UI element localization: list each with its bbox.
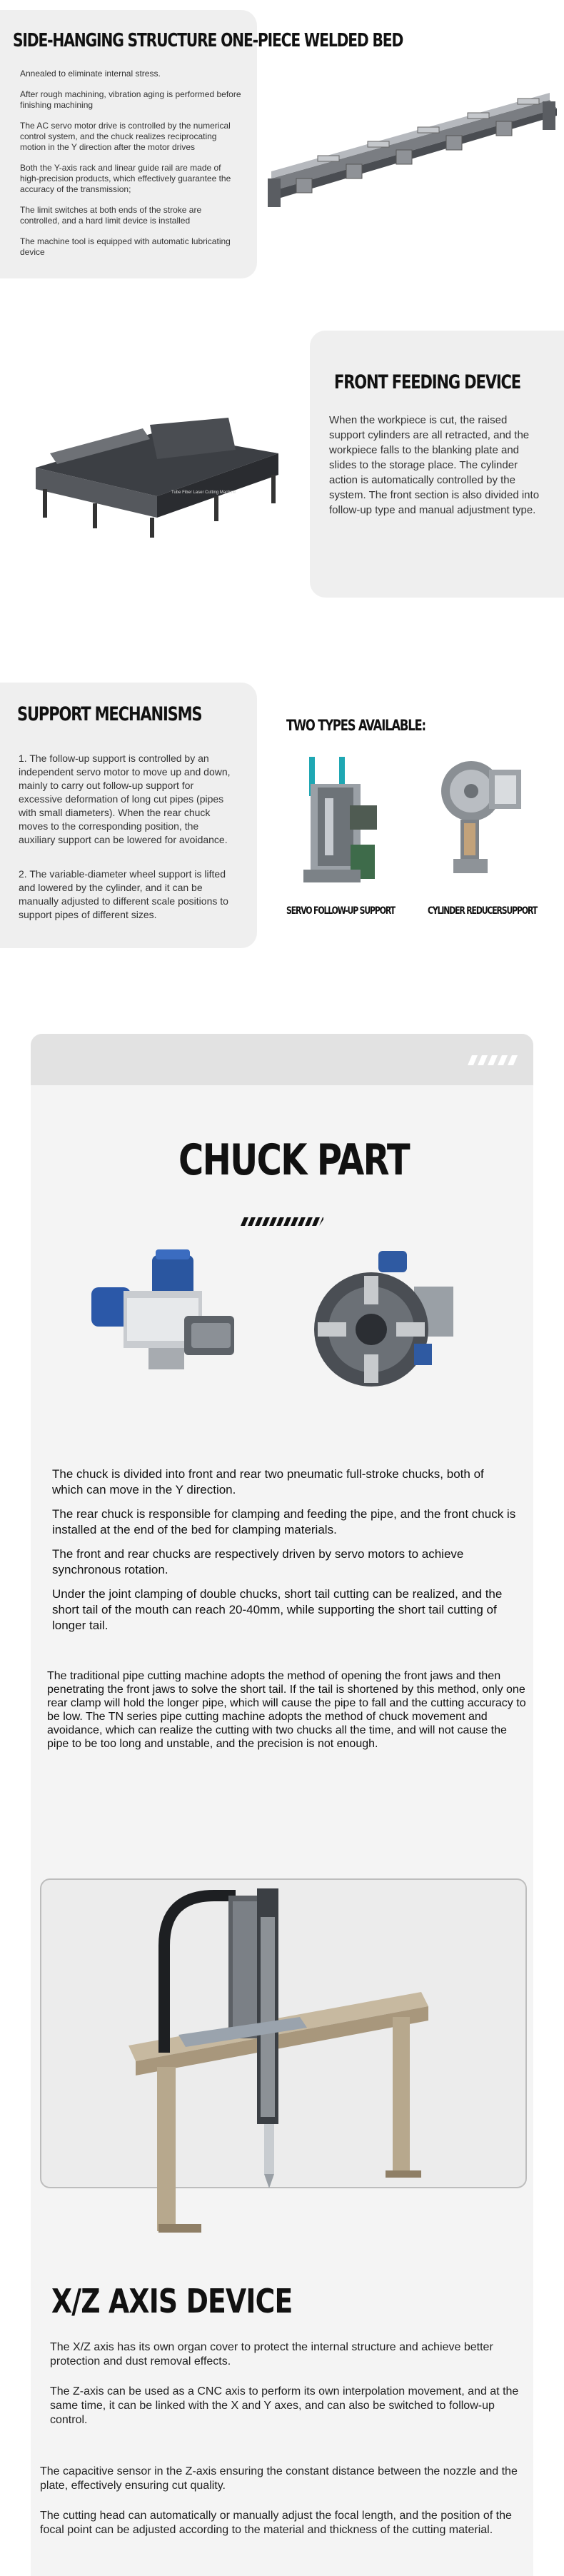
feeding-machine-label: Tube Fiber Laser Cutting Machine: [171, 490, 236, 495]
bed-paragraph: Annealed to eliminate internal stress.: [20, 69, 161, 79]
bed-paragraph: The limit switches at both ends of the stroke are controlled, and a hard limit device is installed: [20, 205, 202, 226]
servo-support-image: [296, 755, 403, 887]
xz-paragraph-1: The X/Z axis has its own organ cover to protect the internal structure and achieve better protection and dust removal effects.: [50, 2341, 493, 2368]
support-paragraph-2: 2. The variable-diameter wheel support is lifted and lowered by the cylinder, and it can be manually adjusted to different scale positions to support pipes of different sizes.: [19, 868, 228, 920]
bed-paragraph: After rough machining, vibration aging is performed before finishing machining: [20, 89, 241, 110]
xz-title: X/Z AXIS DEVICE: [51, 2282, 293, 2320]
xz-axis-image: [114, 1888, 443, 2235]
header-stripes-icon: [468, 1055, 518, 1065]
cylinder-support-image: [425, 755, 532, 887]
chuck-paragraph: Under the joint clamping of double chucks, short tail cutting can be realized, and the short tail of the mouth can reach 20-40mm, while supporting the short tail cutting of longer tail.: [52, 1587, 503, 1632]
chuck-panel-header: [31, 1034, 533, 1085]
servo-support-label: SERVO FOLLOW-UP SUPPORT: [286, 905, 395, 917]
chuck-title: CHUCK PART: [178, 1135, 409, 1185]
feeding-title: FRONT FEEDING DEVICE: [334, 371, 520, 393]
support-paragraph-1: 1. The follow-up support is controlled by an independent servo motor to move up and down, mainly to carry out follow-up support for excessive deformation of long cut pipes (pipes with small diameters). When the rear chuck moves to the corresponding position, the auxiliary support can be lowered for avoidance.: [19, 753, 231, 845]
bed-text: [20, 69, 241, 258]
support-title: SUPPORT MECHANISMS: [17, 703, 202, 725]
front-chuck-image: [307, 1244, 464, 1390]
cylinder-support-label: CYLINDER REDUCERSUPPORT: [428, 905, 537, 917]
chuck-paragraph: The front and rear chucks are respectively driven by servo motors to achieve synchronous rotation.: [52, 1547, 464, 1576]
xz-paragraph-2: The Z-axis can be used as a CNC axis to perform its own interpolation movement, and at the same time, it can be linked with the X and Y axes, and can also be switched to follow-up control.: [50, 2385, 519, 2426]
bed-paragraph: The AC servo motor drive is controlled by the numerical control system, and the chuck realizes reciprocating motion in the Y direction after the motor drives: [20, 121, 231, 152]
chuck-paragraph: The chuck is divided into front and rear two pneumatic full-stroke chucks, both of which can move in the Y direction.: [52, 1467, 484, 1496]
bed-paragraph: The machine tool is equipped with automatic lubricating device: [20, 236, 231, 257]
xz-paragraph-3: The capacitive sensor in the Z-axis ensuring the constant distance between the nozzle and the plate, effectively ensuring cut quality.: [40, 2465, 518, 2492]
chuck-text: [52, 1466, 516, 1634]
welded-bed-image: [268, 71, 560, 221]
bed-paragraph: Both the Y-axis rack and linear guide rail are made of high-precision products, which effectively guarantee the accuracy of the transmission;: [20, 163, 231, 194]
chuck-title-stripes-icon: [241, 1217, 323, 1226]
feeding-text: When the workpiece is cut, the raised support cylinders are all retracted, and the workpiece falls to the blanking plate and slides to the storage place. The cylinder action is automatically controlled by the system. The front section is also divided into follow-up type and manual adjustment type.: [329, 414, 540, 516]
two-types-title: TWO TYPES AVAILABLE:: [286, 717, 425, 734]
xz-paragraph-4: The cutting head can automatically or manually adjust the focal length, and the position of the focal point can be adjusted according to the material and thickness of the cutting material.: [40, 2510, 512, 2536]
chuck-paragraph: The rear chuck is responsible for clamping and feeding the pipe, and the front chuck is installed at the end of the bed for clamping materials.: [52, 1507, 516, 1536]
bed-title: SIDE-HANGING STRUCTURE ONE-PIECE WELDED BED: [13, 30, 403, 51]
rear-chuck-image: [84, 1248, 241, 1391]
feeding-machine-image: [21, 411, 286, 539]
chuck-long-text: The traditional pipe cutting machine adopts the method of opening the front jaws and then penetrating the front jaws to solve the short tail. If the tail is shortened by this method, only one rear clamp will hold the longer pipe, which will cause the pipe to fall and the cutting accuracy to be low. The TN series pipe cutting machine adopts the method of chuck movement and avoidance, which can realize the cutting with two chucks all the time, and will not cause the pipe to be too long and unstable, and the precision is not enough.: [47, 1670, 526, 1750]
